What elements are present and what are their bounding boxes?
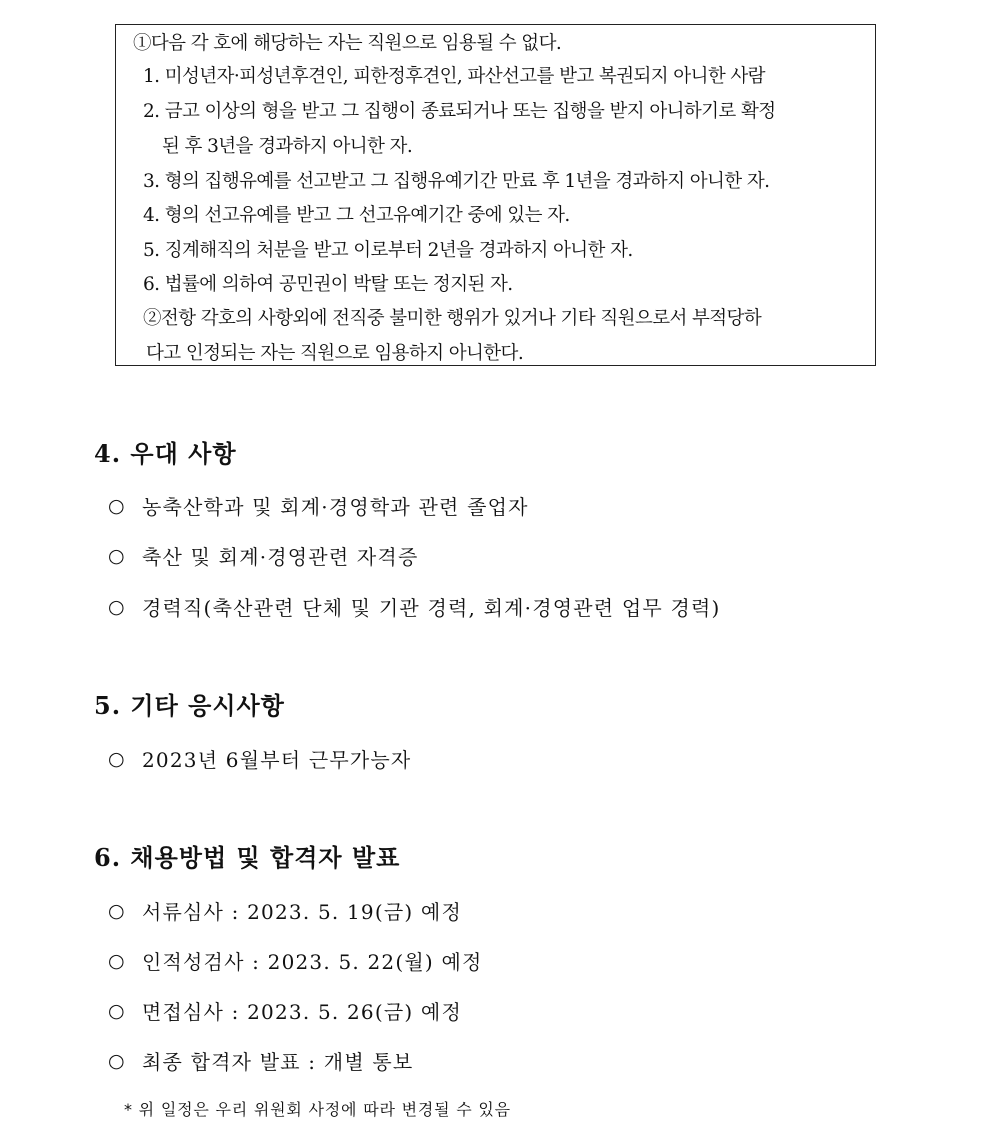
- disqualification-item-3: 3. 형의 집행유예를 선고받고 그 집행유예기간 만료 후 1년을 경과하지 아니한 자.: [143, 171, 770, 192]
- section-4-item: [108, 592, 721, 621]
- section-5-item: [108, 744, 411, 773]
- bullet-circle-icon: ○: [108, 747, 126, 770]
- section-4-item-text: 농축산학과 및 회계·경영학과 관련 졸업자: [142, 495, 529, 519]
- section-6-item-text: 인적성검사 : 2023. 5. 22(월) 예정: [142, 950, 483, 974]
- bullet-circle-icon: ○: [108, 1049, 126, 1072]
- section-5-item-text: 2023년 6월부터 근무가능자: [142, 748, 412, 772]
- section-4-item: [108, 491, 529, 520]
- section-4-title: 4. 우대 사항: [94, 439, 237, 468]
- section-6-item-text: 최종 합격자 발표 : 개별 통보: [142, 1050, 414, 1074]
- bullet-circle-icon: ○: [108, 595, 126, 618]
- bullet-circle-icon: ○: [108, 494, 126, 517]
- section-6-item-text: 서류심사 : 2023. 5. 19(금) 예정: [142, 900, 462, 924]
- section-6-item: [108, 946, 482, 975]
- disqualification-clause-2: ②전항 각호의 사항외에 전직중 불미한 행위가 있거나 기타 직원으로서 부적당하: [143, 308, 762, 329]
- bullet-circle-icon: ○: [108, 544, 126, 567]
- disqualification-item-6: 6. 법률에 의하여 공민권이 박탈 또는 정지된 자.: [143, 274, 513, 295]
- bullet-circle-icon: ○: [108, 949, 126, 972]
- section-4-item-text: 경력직(축산관련 단체 및 기관 경력, 회계·경영관련 업무 경력): [142, 596, 721, 620]
- section-6-item: [108, 996, 462, 1025]
- schedule-change-note: * 위 일정은 우리 위원회 사정에 따라 변경될 수 있음: [124, 1100, 511, 1119]
- bullet-circle-icon: ○: [108, 999, 126, 1022]
- section-6-item: [108, 896, 462, 925]
- section-6-title: 6. 채용방법 및 합격자 발표: [94, 843, 401, 872]
- bullet-circle-icon: ○: [108, 899, 126, 922]
- disqualification-item-5: 5. 징계해직의 처분을 받고 이로부터 2년을 경과하지 아니한 자.: [143, 240, 633, 261]
- disqualification-item-2-continued: 된 후 3년을 경과하지 아니한 자.: [162, 136, 413, 157]
- disqualification-item-4: 4. 형의 선고유예를 받고 그 선고유예기간 중에 있는 자.: [143, 205, 570, 226]
- section-4-item-text: 축산 및 회계·경영관련 자격증: [142, 545, 419, 569]
- section-6-item-text: 면접심사 : 2023. 5. 26(금) 예정: [142, 1000, 462, 1024]
- section-5-title: 5. 기타 응시사항: [94, 691, 285, 720]
- disqualification-intro: ①다음 각 호에 해당하는 자는 직원으로 임용될 수 없다.: [133, 33, 562, 54]
- disqualification-item-1: 1. 미성년자·피성년후견인, 피한정후견인, 파산선고를 받고 복권되지 아니한 사람: [143, 66, 765, 87]
- section-4-item: [108, 541, 418, 570]
- disqualification-clause-2-continued: 다고 인정되는 자는 직원으로 임용하지 아니한다.: [146, 343, 524, 364]
- disqualification-item-2: 2. 금고 이상의 형을 받고 그 집행이 종료되거나 또는 집행을 받지 아니하기로 확정: [143, 101, 776, 122]
- section-6-item: [108, 1046, 413, 1075]
